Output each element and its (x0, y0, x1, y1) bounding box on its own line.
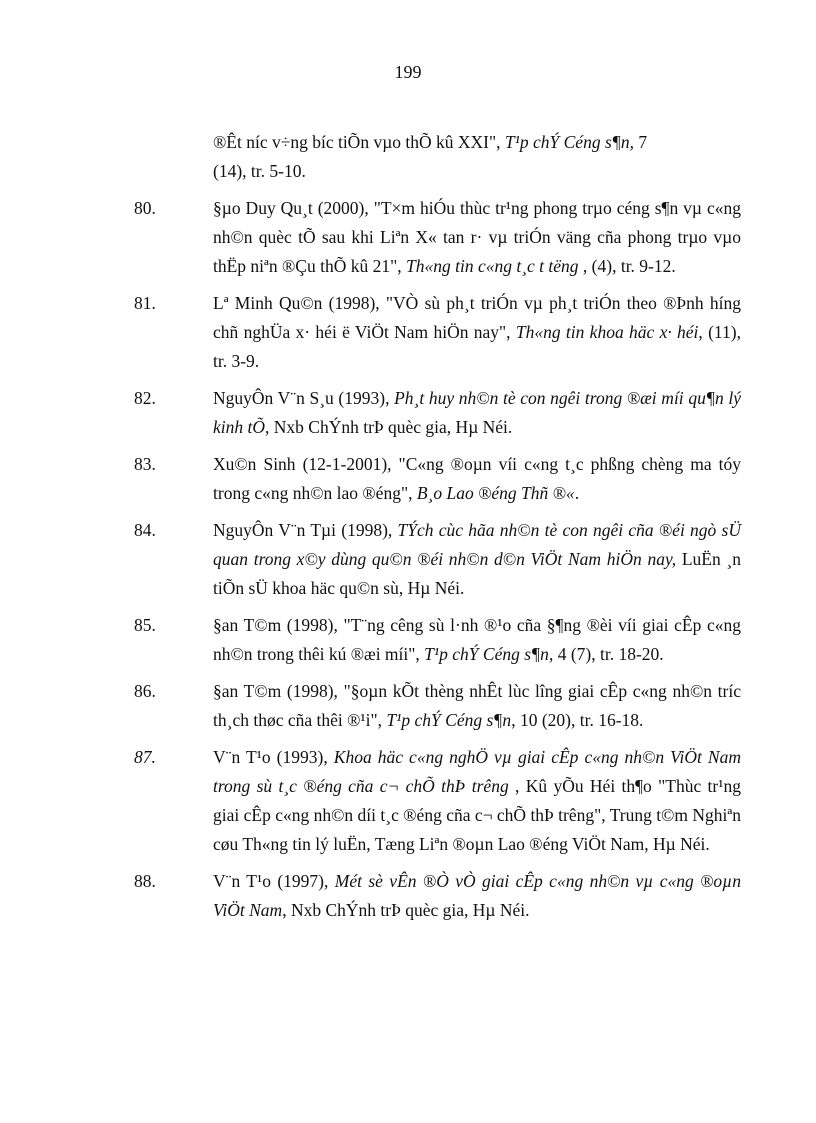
reference-entry (0, 743, 816, 859)
continuation-line (213, 128, 741, 157)
reference-text (213, 384, 741, 442)
reference-number: 88. (134, 871, 156, 891)
reference-segment: , Nxb ChÝnh trÞ quèc gia, Hµ Néi. (282, 900, 530, 920)
reference-entry (0, 867, 816, 925)
reference-segment: Xu©n Sinh (12-1-2001), "C«ng ®oµn víi c«ng t¸c phßng chèng ma tóy trong c«ng nh©n lao ®éng", (213, 454, 741, 503)
reference-number: 83. (134, 454, 156, 474)
reference-text (213, 289, 741, 376)
reference-text (213, 611, 741, 669)
page-number: 199 (394, 62, 422, 82)
reference-title: Mét sè vÊn ®Ò vÒ giai cÊp c«ng nh©n vµ c«ng ®oµn ViÖt Nam (213, 871, 741, 920)
reference-title: Th«ng tin khoa häc x· héi (515, 322, 699, 342)
reference-segment: , 4 (7), tr. 18-20. (548, 644, 664, 664)
reference-entry (0, 384, 816, 442)
reference-segment: LuËn ¸n tiÕn sÜ khoa häc qu©n sù, Hµ Néi. (213, 549, 741, 598)
reference-entry (0, 194, 816, 281)
reference-entry (0, 516, 816, 603)
reference-segment: NguyÔn V¨n Tµi (1998), (213, 520, 398, 540)
reference-segment: , Nxb ChÝnh trÞ quèc gia, Hµ Néi. (265, 417, 513, 437)
reference-segment: §µo Duy Qu¸t (2000), "T×m hiÓu thùc tr¹ng phong trµo céng s¶n vµ c«ng nh©n quèc tÕ sau khi Liªn X« tan r· vµ triÓn väng cña phong trµo vµo thËp niªn ®Çu thÕ kû 21", (213, 198, 741, 276)
continuation-text: ®Êt níc v÷ng bíc tiÕn vµo thÕ kû XXI", (213, 132, 505, 152)
reference-continuation-text (213, 128, 741, 186)
reference-entry (0, 450, 816, 508)
reference-title: Ph¸t huy nh©n tè con ngêi trong ®æi míi qu¶n lý kinh tÕ (213, 388, 741, 437)
reference-text (213, 867, 741, 925)
continuation-text: (14), tr. 5-10. (213, 161, 306, 181)
reference-number: 86. (134, 681, 156, 701)
reference-list (0, 128, 816, 933)
reference-segment: , (4), tr. 9-12. (578, 256, 676, 276)
reference-entries (0, 194, 816, 925)
reference-continuation (0, 128, 816, 186)
reference-title: B¸o Lao ®éng Thñ ®« (416, 483, 575, 503)
reference-segment: , Kû yÕu Héi th¶o "Thùc tr¹ng giai cÊp c«ng nh©n díi t¸c ®éng cña c¬ chÕ thÞ trêng", Trung t©m Nghiªn cøu Th«ng tin lý luËn, Tæng Liªn ®oµn Lao ®éng ViÖt Nam, Hµ Néi. (213, 776, 741, 854)
reference-number: 85. (134, 615, 156, 635)
reference-entry (0, 611, 816, 669)
reference-text (213, 516, 741, 603)
reference-number: 80. (134, 198, 156, 218)
reference-segment: , (11), tr. 3-9. (213, 322, 741, 371)
reference-segment: NguyÔn V¨n S¸u (1993), (213, 388, 395, 408)
reference-segment: V¨n T¹o (1993), (213, 747, 334, 767)
reference-number: 84. (134, 520, 156, 540)
reference-segment: . (574, 483, 580, 503)
reference-entry (0, 289, 816, 376)
reference-number: 82. (134, 388, 156, 408)
reference-segment: V¨n T¹o (1997), (213, 871, 335, 891)
continuation-source-title: T¹p chÝ Céng s¶n, (504, 132, 635, 152)
continuation-line (213, 157, 741, 186)
reference-title: T¹p chÝ Céng s¶n (386, 710, 512, 730)
reference-text (213, 743, 741, 859)
reference-text (213, 194, 741, 281)
reference-text (213, 677, 741, 735)
reference-text (213, 450, 741, 508)
reference-segment: , 10 (20), tr. 16-18. (511, 710, 644, 730)
reference-title: Th«ng tin c«ng t¸c t tëng (405, 256, 579, 276)
reference-segment: §an T©m (1998), "§oµn kÕt thèng nhÊt lùc lîng giai cÊp c«ng nh©n tríc th¸ch thøc cña thêi ®¹i", (213, 681, 741, 730)
reference-segment: §an T©m (1998), "T¨ng cêng sù l·nh ®¹o cña §¶ng ®èi víi giai cÊp c«ng nh©n trong thêi kú ®æi míi", (213, 615, 741, 664)
reference-title: T¹p chÝ Céng s¶n (424, 644, 549, 664)
reference-title: TÝch cùc hãa nh©n tè con ngêi cña ®éi ngò sÜ quan trong x©y dùng qu©n ®éi nh©n d©n ViÖt Nam hiÖn nay, (213, 520, 742, 569)
reference-number: 87. (134, 747, 156, 767)
continuation-tail: 7 (634, 132, 648, 152)
reference-title: Khoa häc c«ng nghÖ vµ giai cÊp c«ng nh©n ViÖt Nam trong sù t¸c ®éng cña c¬ chÕ thÞ trêng (213, 747, 741, 796)
reference-entry (0, 677, 816, 735)
reference-number: 81. (134, 293, 156, 313)
reference-segment: Lª Minh Qu©n (1998), "VÒ sù ph¸t triÓn vµ ph¸t triÓn theo ®Þnh híng chñ nghÜa x· héi ë ViÖt Nam hiÖn nay", (213, 293, 741, 342)
